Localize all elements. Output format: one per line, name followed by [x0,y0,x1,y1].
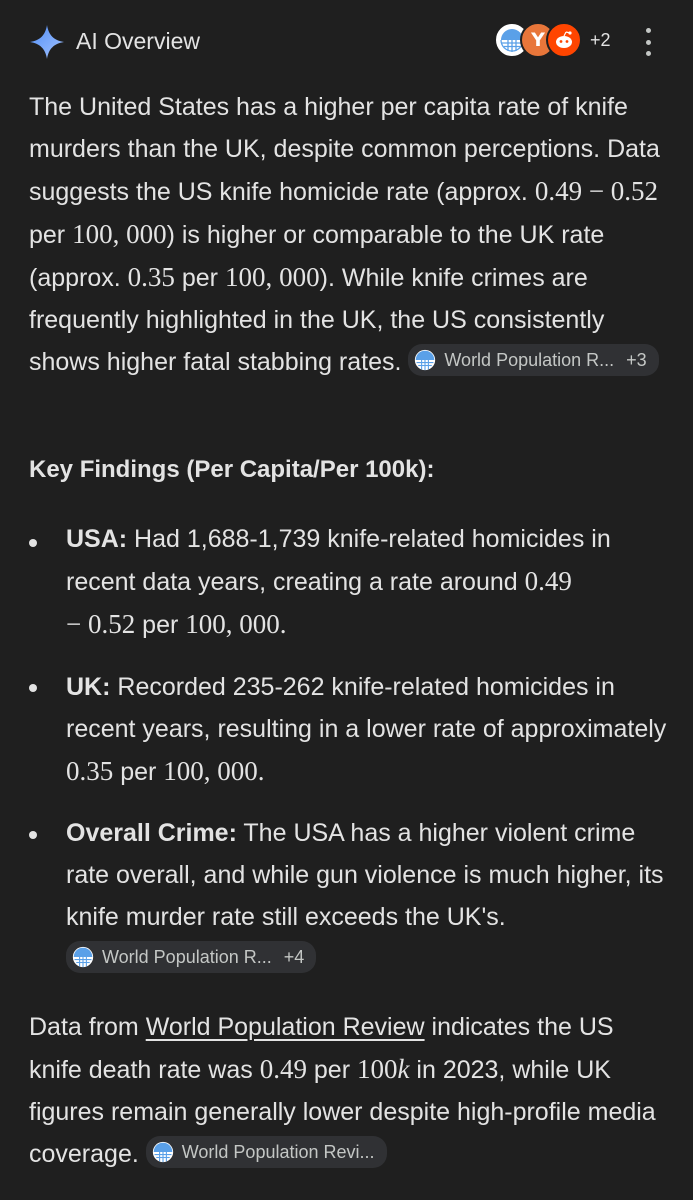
globe-icon [414,349,436,371]
closing-text-1: Data from [29,1013,146,1041]
finding-uk-text-2: per [113,758,164,786]
finding-usa-text-1: Had 1,688-1,739 knife-related homicides in recent data years, creating a rate around [66,525,611,596]
source-chip[interactable] [66,941,316,973]
key-findings-heading: Key Findings (Per Capita/Per 100k): [29,456,435,483]
y-source-icon: Y [520,22,556,58]
finding-overall-text: The USA has a higher violent crime rate overall, and while gun violence is much higher, its knife murder rate still exceeds the UK's. [66,819,664,931]
finding-overall [66,812,671,980]
finding-overall-label: Overall Crime: [66,819,237,847]
finding-uk-label: UK: [66,673,111,701]
ai-overview-title: AI Overview [76,28,200,54]
closing-text-2: indicates the US knife death rate was [29,1013,614,1084]
globe-icon [72,946,94,968]
intro-paragraph [29,86,669,383]
source-chip-count: +4 [283,947,305,968]
bullet-dot [29,684,37,692]
world-population-review-link[interactable]: World Population Review [145,1013,425,1041]
math-usa-049: 0.49 [524,566,572,596]
math-100: 100, [224,262,273,292]
math-uk-035: 0.35 [66,756,114,786]
finding-uk-text-1: Recorded 235-262 knife-related homicides in recent years, resulting in a lower rate of approximately [66,673,667,743]
finding-uk-period: . [257,756,265,786]
finding-usa-label: USA: [66,525,128,553]
math-uk-rate: 0.35 [127,262,175,292]
intro-text-2: per [29,221,73,249]
math-closing-049: 0.49 [259,1054,307,1084]
source-chip-label: World Population R... [444,350,615,371]
math-100000: 100, 000 [72,219,167,249]
more-options-icon[interactable] [636,28,660,56]
source-avatars[interactable] [494,22,611,58]
source-chip-count: +3 [626,350,647,371]
source-chip[interactable] [408,344,658,376]
math-closing-100: 100 [356,1054,398,1084]
intro-text-4: per [174,264,225,292]
ai-overview-header [0,0,693,84]
math-closing-k: k [397,1054,410,1084]
closing-text-3: per [306,1056,357,1084]
closing-paragraph [29,1006,669,1175]
source-chip-label: World Population R... [102,947,272,968]
math-000: 000 [279,262,320,292]
reddit-icon [546,22,582,58]
source-chip-label: World Population Revi... [181,1142,375,1163]
math-us-rate-range: 0.49 − 0.52 [534,176,659,206]
more-sources-count: +2 [590,29,611,50]
bullet-dot [29,831,37,839]
bullet-dot [29,539,37,547]
source-chip[interactable] [146,1136,387,1168]
intro-text-3: ) is higher or comparable to the UK rate (approx. [29,221,605,292]
finding-usa-period: . [279,609,287,639]
gemini-sparkle-icon [29,24,65,60]
finding-usa-text-2: per [135,611,186,639]
closing-text-4: in 2023, while UK figures remain generally lower despite high-profile media coverage. [29,1056,656,1168]
intro-text-1: The United States has a higher per capita rate of knife murders than the UK, despite common perceptions. Data suggests the US knife homicide rate (approx. [29,93,660,206]
finding-usa [66,518,671,646]
math-usa-100000: 100, 000 [185,609,280,639]
math-closing-100k [357,1054,409,1084]
globe-icon [152,1141,174,1163]
intro-text-5: ). While knife crimes are frequently highlighted in the UK, the US consistently shows higher fatal stabbing rates. [29,264,605,376]
math-uk-100000: 100, 000 [163,756,258,786]
finding-uk [66,666,671,793]
math-usa-052: − 0.52 [66,609,136,639]
